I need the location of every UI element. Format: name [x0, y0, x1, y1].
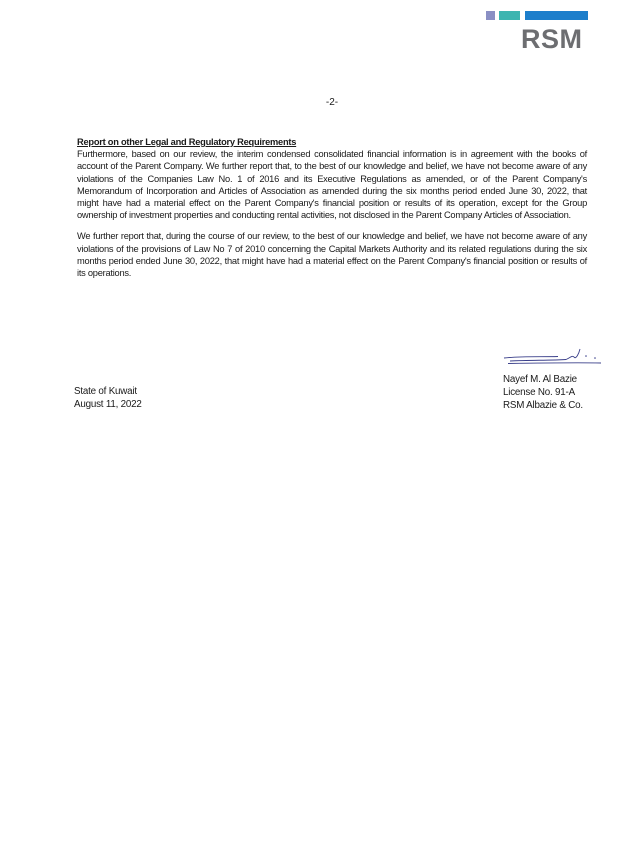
logo-bar-purple — [486, 11, 495, 20]
paragraph-capital-markets-law: We further report that, during the course of our review, to the best of our knowledge and belief, we have not become aware of any violations of the provisions of Law No 7 of 2010 concerning the Capital Markets Authority and its related regulations during the six months period ended June 30, 2022, that might have had a material effect on the Parent Company's financial position or results of its operations. — [77, 231, 587, 279]
signature-graphic — [500, 344, 604, 370]
page-number: -2- — [325, 97, 339, 108]
report-date: August 11, 2022 — [74, 399, 142, 410]
report-location-date — [74, 385, 142, 411]
logo-color-bars — [486, 11, 588, 20]
signatory-block — [503, 373, 583, 412]
logo-bar-teal — [499, 11, 520, 20]
paragraph-companies-law: Furthermore, based on our review, the interim condensed consolidated financial information is in agreement with the books of account of the Parent Company. We further report that, to the best of our knowledge and belief, we have not become aware of any violations of the Companies Law No. 1 of 2016 and its Executive Regulations as amended, or of the Parent Company's Memorandum of Incorporation and Articles of Association as amended during the six months period ended June 30, 2022, that might have had a material effect on the Parent Company's financial position or results of its operation, except for the Group ownership of investment properties and conducting rental activities, not disclosed in the Parent Company Articles of Association. — [77, 149, 587, 221]
rsm-logo — [486, 9, 590, 57]
logo-wordmark: RSM — [521, 24, 583, 54]
logo-bar-blue — [525, 11, 588, 20]
signatory-license: License No. 91-A — [503, 387, 575, 398]
location-text: State of Kuwait — [74, 386, 137, 397]
section-heading: Report on other Legal and Regulatory Requirements — [77, 137, 297, 147]
signatory-name: Nayef M. Al Bazie — [503, 374, 577, 385]
report-section — [77, 136, 587, 279]
signatory-firm: RSM Albazie & Co. — [503, 400, 583, 411]
